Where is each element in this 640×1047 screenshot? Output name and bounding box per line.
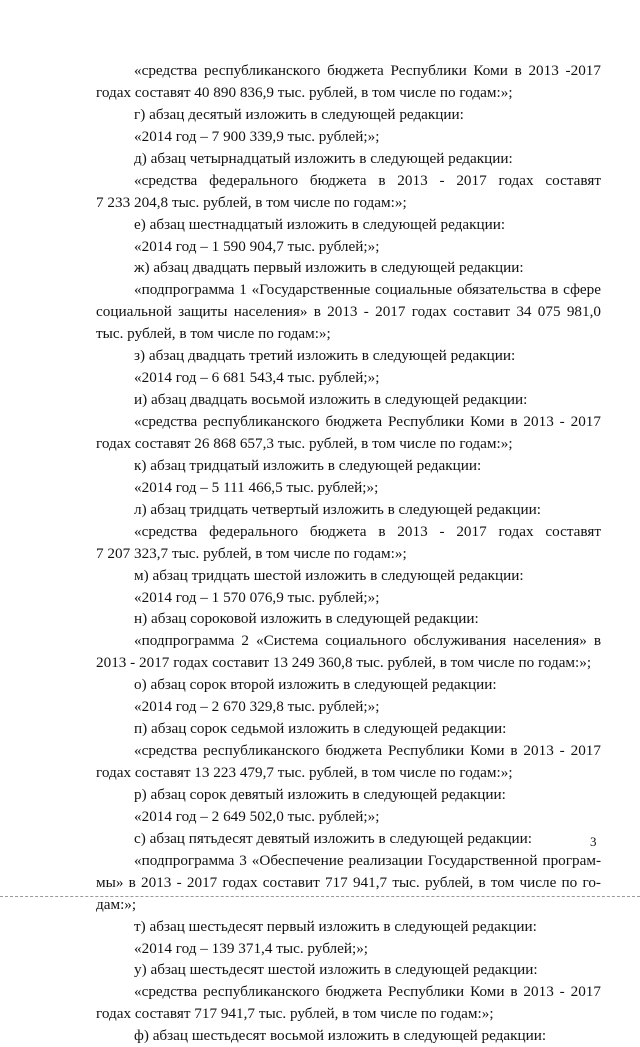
text-line: з) абзац двадцать третий изложить в следующей редакции: (134, 347, 516, 365)
text-line: т) абзац шестьдесят первый изложить в следующей редакции: (134, 917, 537, 935)
text-line: м) абзац тридцать шестой изложить в следующей редакции: (134, 566, 524, 584)
text-line: г) абзац десятый изложить в следующей редакции: (134, 105, 464, 123)
text-line: 7 233 204,8 тыс. рублей, в том числе по годам:»; (96, 193, 407, 211)
text-line: ж) абзац двадцать первый изложить в следующей редакции: (134, 259, 524, 277)
text-line: годах составят 717 941,7 тыс. рублей, в том числе по годам:»; (96, 1005, 494, 1023)
text-line: р) абзац сорок девятый изложить в следующей редакции: (134, 785, 506, 803)
text-line: у) абзац шестьдесят шестой изложить в следующей редакции: (134, 961, 538, 979)
scan-edge-line (0, 896, 640, 897)
text-line: 2013 - 2017 годах составит 13 249 360,8 тыс. рублей, в том числе по годам:»; (96, 654, 592, 672)
text-line: «2014 год – 5 111 466,5 тыс. рублей;»; (134, 478, 379, 496)
text-line: «2014 год – 139 371,4 тыс. рублей;»; (134, 939, 369, 957)
text-line: д) абзац четырнадцатый изложить в следующей редакции: (134, 149, 513, 167)
text-line: годах составят 40 890 836,9 тыс. рублей, в том числе по годам:»; (96, 83, 513, 101)
text-line: мы» в 2013 - 2017 годах составит 717 941,7 тыс. рублей, в том числе по го- (96, 873, 601, 891)
text-line: о) абзац сорок второй изложить в следующей редакции: (134, 676, 497, 694)
text-line: годах составят 13 223 479,7 тыс. рублей, в том числе по годам:»; (96, 764, 513, 781)
text-line: «2014 год – 1 570 076,9 тыс. рублей;»; (134, 588, 380, 606)
text-line: с) абзац пятьдесят девятый изложить в следующей редакции: (134, 829, 532, 847)
text-line: и) абзац двадцать восьмой изложить в следующей редакции: (134, 391, 528, 409)
text-line: «подпрограмма 3 «Обеспечение реализации Государственной програм- (134, 851, 601, 869)
text-line: тыс. рублей, в том числе по годам:»; (96, 325, 331, 343)
text-line: «средства федерального бюджета в 2013 - 2017 годах составят (134, 171, 601, 189)
text-line: н) абзац сороковой изложить в следующей редакции: (134, 610, 479, 628)
text-line: «средства республиканского бюджета Республики Коми в 2013 -2017 (134, 62, 601, 79)
text-line: «2014 год – 2 670 329,8 тыс. рублей;»; (134, 698, 380, 716)
text-line: «2014 год – 7 900 339,9 тыс. рублей;»; (134, 127, 380, 145)
text-line: «подпрограмма 1 «Государственные социальные обязательства в сфере (134, 281, 601, 299)
text-line: «2014 год – 6 681 543,4 тыс. рублей;»; (134, 369, 380, 387)
text-line: годах составят 26 868 657,3 тыс. рублей, в том числе по годам:»; (96, 434, 513, 452)
text-line: «2014 год – 1 590 904,7 тыс. рублей;»; (134, 237, 380, 255)
text-line: е) абзац шестнадцатый изложить в следующей редакции: (134, 215, 506, 233)
text-line: 7 207 323,7 тыс. рублей, в том числе по годам:»; (96, 544, 407, 562)
text-line: п) абзац сорок седьмой изложить в следующей редакции: (134, 720, 507, 738)
text-line: «2014 год – 2 649 502,0 тыс. рублей;»; (134, 807, 380, 825)
text-line: «средства республиканского бюджета Республики Коми в 2013 - 2017 (134, 413, 601, 430)
text-line: дам:»; (96, 895, 137, 913)
text-line: социальной защиты населения» в 2013 - 2017 годах составит 34 075 981,0 (96, 303, 601, 321)
text-line: «средства республиканского бюджета Республики Коми в 2013 - 2017 (134, 742, 601, 760)
text-line: «средства федерального бюджета в 2013 - 2017 годах составят (134, 522, 601, 540)
text-line: «подпрограмма 2 «Система социального обслуживания населения» в (134, 632, 601, 650)
text-line: «средства республиканского бюджета Республики Коми в 2013 - 2017 (134, 983, 601, 1001)
text-line: к) абзац тридцатый изложить в следующей редакции: (134, 456, 482, 474)
document-body (96, 60, 601, 1047)
text-line: ф) абзац шестьдесят восьмой изложить в следующей редакции: (134, 1027, 547, 1045)
text-line: л) абзац тридцать четвертый изложить в следующей редакции: (134, 500, 542, 518)
page-number: 3 (590, 834, 597, 849)
